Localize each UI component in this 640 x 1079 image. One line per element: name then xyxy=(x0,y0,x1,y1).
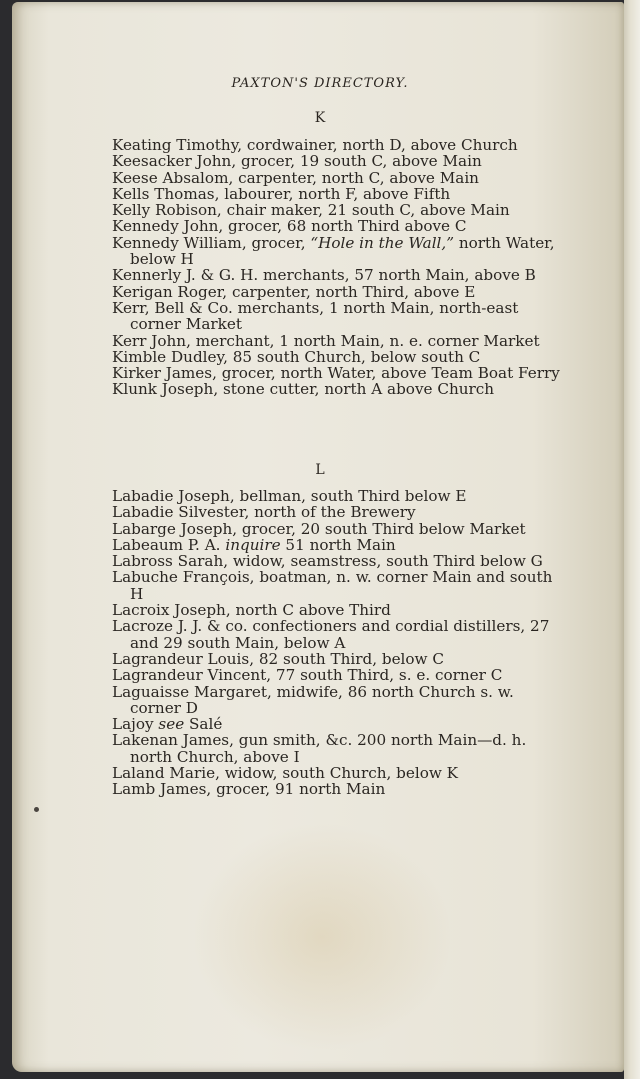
entry-text: Klunk Joseph, stone cutter, north A above Church xyxy=(112,380,495,399)
directory-entry xyxy=(112,504,567,520)
entry-text: Salé xyxy=(184,715,223,734)
entry-text: Labadie Joseph, bellman, south Third below E xyxy=(112,487,467,505)
directory-entry xyxy=(112,381,567,397)
entry-text: Labeaum P. A. xyxy=(112,535,226,554)
entry-text: Lakenan James, gun smith, &c. 200 north Main—d. h. north Church, above I xyxy=(112,731,527,766)
directory-entry xyxy=(112,300,567,333)
directory-entry xyxy=(112,170,567,186)
entry-text: Labadie Silvester, north of the Brewery xyxy=(112,503,416,522)
directory-entry xyxy=(112,284,567,300)
page-edge xyxy=(624,0,640,1079)
section-l-entries xyxy=(112,488,567,798)
entry-text: Kirker James, grocer, north Water, above Team Boat Ferry xyxy=(112,364,560,383)
directory-entry xyxy=(112,365,567,381)
entry-text: Kerigan Roger, carpenter, north Third, above E xyxy=(112,282,476,301)
entry-text: Labarge Joseph, grocer, 20 south Third below Market xyxy=(112,519,526,538)
entry-italic-text: inquire xyxy=(225,535,281,554)
entry-text: Labross Sarah, widow, seamstress, south Third below G xyxy=(112,552,543,571)
directory-entry xyxy=(112,553,567,569)
entry-text: Laguaisse Margaret, midwife, 86 north Church s. w. corner D xyxy=(112,682,514,717)
entry-text: north Water, below H xyxy=(130,233,555,269)
entry-text: Laland Marie, widow, south Church, below K xyxy=(112,764,459,783)
directory-entry xyxy=(112,716,567,732)
entry-text: Lacroze J. J. & co. confectioners and cordial distillers, 27 and 29 south Main, below A xyxy=(112,617,550,652)
entry-text: Lagrandeur Louis, 82 south Third, below C xyxy=(112,649,445,668)
directory-entry xyxy=(112,267,567,283)
section-letter-l: L xyxy=(315,462,325,478)
entry-text: Kennerly J. & G. H. merchants, 57 north Main, above B xyxy=(112,266,536,285)
directory-entry xyxy=(112,602,567,618)
directory-entry xyxy=(112,651,567,667)
directory-entry xyxy=(112,186,567,202)
directory-entry xyxy=(112,781,567,797)
entry-italic-text: see xyxy=(158,715,185,734)
entry-text: Lacroix Joseph, north C above Third xyxy=(112,601,391,620)
section-k-entries xyxy=(112,137,567,398)
entry-text: Kells Thomas, labourer, north F, above Fifth xyxy=(112,184,451,203)
entry-text: Kennedy John, grocer, 68 north Third above C xyxy=(112,217,467,236)
directory-entry xyxy=(112,218,567,234)
entry-text: Labuche François, boatman, n. w. corner Main and south H xyxy=(112,568,553,603)
directory-entry xyxy=(112,333,567,349)
entry-text: Keating Timothy, cordwainer, north D, above Church xyxy=(112,136,518,154)
directory-entry xyxy=(112,137,567,153)
entry-text: 51 north Main xyxy=(280,535,396,554)
directory-entry xyxy=(112,202,567,218)
directory-entry xyxy=(112,569,567,602)
directory-entry xyxy=(112,349,567,365)
entry-text: Keese Absalom, carpenter, north C, above Main xyxy=(112,168,479,187)
entry-text: Keesacker John, grocer, 19 south C, above Main xyxy=(112,152,482,171)
entry-text: Lajoy xyxy=(112,715,159,734)
entry-italic-text: “Hole in the Wall,” xyxy=(310,233,455,252)
directory-entry xyxy=(112,732,567,765)
directory-entry xyxy=(112,667,567,683)
entry-text: Kerr, Bell & Co. merchants, 1 north Main, north-east corner Market xyxy=(112,298,519,334)
entry-text: Kennedy William, grocer, xyxy=(112,233,311,252)
entry-text: Kelly Robison, chair maker, 21 south C, above Main xyxy=(112,201,510,220)
directory-entry xyxy=(112,537,567,553)
entry-text: Kerr John, merchant, 1 north Main, n. e. corner Market xyxy=(112,331,540,350)
directory-entry xyxy=(112,235,567,268)
directory-entry xyxy=(112,153,567,169)
directory-entry xyxy=(112,488,567,504)
directory-entry xyxy=(112,765,567,781)
entry-text: Lamb James, grocer, 91 north Main xyxy=(112,780,386,799)
section-letter-k: K xyxy=(314,110,326,126)
entry-text: Lagrandeur Vincent, 77 south Third, s. e. corner C xyxy=(112,666,503,685)
directory-entry xyxy=(112,618,567,651)
running-head: PAXTON'S DIRECTORY. xyxy=(231,76,409,91)
ink-spot xyxy=(34,807,39,812)
directory-entry xyxy=(112,684,567,717)
directory-entry xyxy=(112,521,567,537)
entry-text: Kimble Dudley, 85 south Church, below south C xyxy=(112,347,481,366)
